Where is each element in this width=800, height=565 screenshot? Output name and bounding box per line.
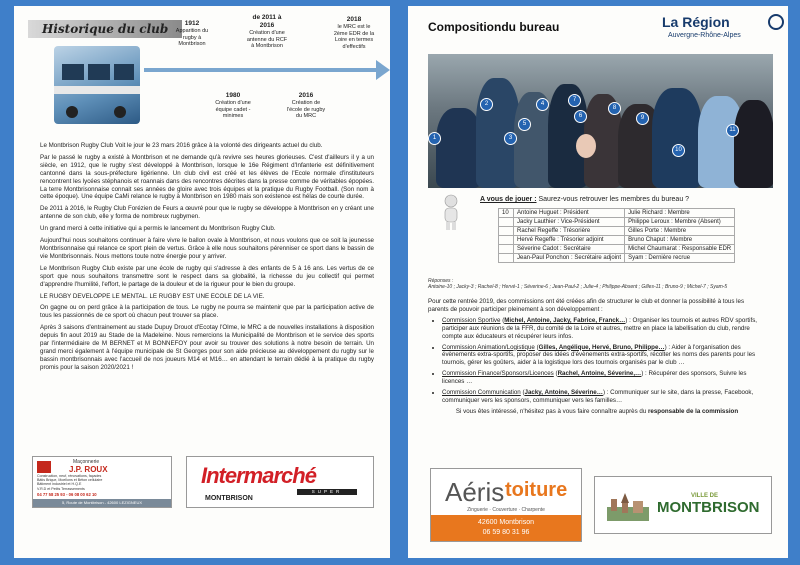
timeline-2018: 2018 le MRC est le 2ème EDR de la Loire en termes d'effectifs	[333, 16, 375, 50]
aeris-contact	[431, 515, 581, 542]
roux-address: 5, Route de Montbrison - 42600 LEZIGNEUX	[33, 499, 171, 507]
bureau-photo	[428, 54, 773, 188]
table-row: Jean-Paul Ponchon : Secrétaire adjoint Syam : Dernière recrue	[499, 254, 735, 263]
list-item: • Commission Sportive (Michel, Antoine, Jacky, Fabrice, Franck…) : Organiser les tournois et autres RDV sportifs, participer aux réunions de la FFR, du comité de la Loire et autres, mettre en place la labellisation du club, rendre compte aux éducateurs et récupérer leurs infos.	[442, 317, 766, 341]
timeline-2016: 2016 Création de l'école de rugby du MRC	[286, 92, 326, 119]
photo-badge: 9	[636, 112, 649, 125]
ad-aeris[interactable]	[430, 468, 582, 542]
region-logo	[662, 14, 741, 39]
photo-badge: 7	[568, 94, 581, 107]
right-page	[408, 6, 788, 558]
ad-ville-montbrison[interactable]	[594, 476, 772, 534]
list-item: • Commission Animation/Logistique (Gilles, Angélique, Hervé, Bruno, Philippe…) : Aider à l'organisation des évènements extra-sportifs, proposer des idées d'évènements extra-sportifs, récolter les noms des parents pour les tournois, gérer les goûters, aider à la logistique lors des tournois organisés par le club …	[442, 344, 766, 368]
left-page	[14, 6, 390, 558]
roux-services: Construction, neuf, rénovations, façades Bâtis Brique, Moellons et Béton cellulaire Bâtiment industriel et H.Q.E V.R.D et Petits Terrassements	[37, 474, 103, 491]
timeline-1912: 1912 Apparition du rugby à Montbrison	[175, 20, 209, 47]
history-paragraph: Le Montbrison Rugby Club existe par une école de rugby qui s'adresse à des enfants de 5 à 16 ans. Les vertus de ce sport que nous souhaitons transmettre sont le respect dans sa globalité, la richesse du jeu collectif qui permet d'apprendre l'humilité, l'effort, le partage de la douleur et de la rigueur pour le bien du groupe.	[40, 264, 374, 288]
aeris-city: 42600 Montbrison	[477, 519, 535, 526]
history-paragraph: De 2011 à 2016, le Rugby Club Forézien de Feurs a œuvré pour que le rugby se développe à Montbrison en y créant une antenne de son club, elle y forma de nombreux rugbymen.	[40, 205, 374, 221]
photo-badge: 11	[726, 124, 739, 137]
ville-name: MONTBRISON	[657, 499, 760, 516]
history-paragraph: On gagne ou on perd grâce à la participation de tous. Le rugby ne pourra se maintenir que par la participation active de tous les passionnés de ce sport où chacun peut trouver sa place.	[40, 304, 374, 320]
timeline-line	[144, 68, 384, 72]
table-row: Jacky Lauthier : Vice-Président Philippe Leroux : Membre (Absent)	[499, 218, 735, 227]
intermarche-city: MONTBRISON	[205, 495, 253, 502]
region-sub: Auvergne-Rhône-Alpes	[668, 32, 741, 39]
timeline-2011: de 2011 à 2016 Création d'une antenne du RCF à Montbrison	[246, 14, 288, 49]
table-row: 10 Antoine Huguet : Président Julie Richard : Membre	[499, 209, 735, 218]
history-paragraph: Un grand merci à cette initiative qui a permis le lancement du Montbrison Rugby Club.	[40, 225, 276, 233]
bus-photo	[54, 46, 140, 124]
history-paragraph: Le Montbrison Rugby Club Voit le jour le 23 mars 2016 grâce à la volonté des dirigeants actuel du club.	[40, 142, 323, 149]
history-text	[40, 142, 374, 376]
photo-badge: 4	[536, 98, 549, 111]
ville-pre: VILLE DE	[691, 493, 719, 499]
closing-line: Si vous êtes intéressé, n'hésitez pas à vous faire connaître auprès du responsable de la commission	[455, 407, 739, 415]
photo-badge: 5	[518, 118, 531, 131]
aeris-name: Aéris	[445, 477, 505, 507]
roux-name: J.P. ROUX	[69, 465, 108, 474]
intermarche-sub: SUPER	[297, 489, 357, 495]
roux-logo-icon	[37, 461, 51, 473]
bureau-title: Compositiondu bureau	[428, 20, 560, 34]
ad-roux[interactable]	[32, 456, 172, 508]
answers	[428, 278, 727, 290]
commissions-list	[428, 317, 766, 405]
list-item: • Commission Finance/Sponsors/Licences (Rachel, Antoine, Séverine,…) : Récupérer des sponsors, Suivre les licences …	[442, 370, 766, 386]
answers-label: Réponses :	[428, 278, 454, 284]
photo-badge: 6	[574, 110, 587, 123]
roux-phone: 04 77 58 25 93 - 06 08 00 62 10	[37, 492, 97, 497]
commissions-intro: Pour cette rentrée 2019, des commissions ont été créées afin de structurer le club et donner la possibilité à tous les parents de pouvoir participer pleinement à son développement :	[428, 298, 745, 313]
photo-badge: 2	[480, 98, 493, 111]
game-label: A vous de jouer :	[480, 196, 537, 203]
history-paragraph: Aujourd'hui nous souhaitons continuer à faire vivre le ballon ovale à Montbrison, et nous voulons que ce soit la jeunesse Montbrisonnaise qui relance ce sport plein de vertus. Grâce à elle nous souhaitons pérenniser ce sport dans le bassin de vie Montbrisonnais. Nous mettons toute notre énergie pour y arriver.	[40, 237, 374, 260]
town-skyline-icon	[605, 491, 651, 521]
history-paragraph: LE RUGBY DEVELOPPE LE MENTAL. LE RUGBY EST UNE ECOLE DE LA VIE.	[40, 292, 265, 300]
ad-intermarche[interactable]	[186, 456, 374, 508]
game-prompt	[480, 196, 689, 203]
roster-table	[498, 208, 735, 263]
game-question: Saurez-vous retrouver les membres du bureau ?	[538, 196, 690, 203]
answers-list: Antoine-10 ; Jacky-3 ; Rachel-8 ; Hervé-1 ; Séverine-6 ; Jean-Paul-2 ; Julie-4 ; Philippe-Absent ; Gilles-11 ; Bruno-9 ; Michel-7 ; Syam-5	[428, 284, 728, 290]
commissions-text	[428, 298, 766, 419]
history-paragraph: Par le passé le rugby a existé à Montbrison et ne demande qu'à revivre ses heures glorieuses. C'est d'ailleurs il y a un siècle, en 1912, que le rugby s'est développé à Montbrison, lorsque le 16e Régiment d'Infanterie est définitivement cantonné dans la sous-préfecture ligérienne. Un club civil est créé et les élèves de l'Ecole normale d'instituteurs rencontrent les lycées stéphanois et roannais dans des rencontres décrites dans la presse comme de véritables épopées. La terre Montbrisonnaise connait ses années de gloire avec trois équipes et la pratique du Rugby Football. (Son nom à cette époque). Une équipe CaMi relance le rugby à Montbrison en 1980 mais son existence est hélas de courte durée.	[40, 153, 374, 201]
table-row: Séverine Cadot : Secrétaire Michel Chaumarat : Responsable EDR	[499, 245, 735, 254]
table-row: Hervé Regeffe : Trésorier adjoint Bruno Chaput : Membre	[499, 236, 735, 245]
roux-line1: Maçonnerie	[73, 459, 100, 465]
history-title: Historique du club	[28, 20, 182, 38]
photo-badge: 8	[608, 102, 621, 115]
photo-badge: 3	[504, 132, 517, 145]
photo-badge: 1	[428, 132, 441, 145]
timeline-arrow	[376, 60, 390, 80]
aeris-phone: 06 59 80 31 96	[482, 529, 530, 536]
intermarche-logo: Intermarché	[201, 463, 316, 488]
region-name: La Région	[662, 14, 730, 30]
region-icon	[768, 14, 784, 30]
photo-badge: 10	[672, 144, 685, 157]
aeris-name2: toiture	[505, 479, 568, 501]
thinking-figure-icon	[438, 194, 464, 230]
history-paragraph: Après 3 saisons d'entrainement au stade Dupuy Drouot d'Ecotay l'Olme, le MRC a de nouvelles installations à disposition depuis fin aout 2019 au Stade de la Madeleine. Nous remercions la Municipalité de Montbrison et le service des sports par l'intermédiaire de M BERNET et M BONNEFOY pour avoir su trouver des solutions à notre besoin de terrain. Un grand merci également à l'équipe municipale de St Georges pour son aide précieuse au développement du rugby sur le bassin montbrisonnais avec l'accueil de nos joueurs M14 et M16… en attendant le terrain dédié à la pratique du rugby promis pour la saison 2020/2021 !	[40, 324, 374, 371]
list-item: • Commission Communication (Jacky, Antoine, Séverine…) : Communiquer sur le site, dans la presse, Facebook, communiquer vers les sponsors, communiquer vers les familles…	[442, 389, 766, 405]
timeline-1980: 1980 Création d'une équipe cadet - minimes	[215, 92, 251, 119]
aeris-services: Zinguerie · Couverture · Charpente	[467, 507, 545, 513]
table-row: Rachel Regeffe : Trésorière Gilles Porte : Membre	[499, 227, 735, 236]
